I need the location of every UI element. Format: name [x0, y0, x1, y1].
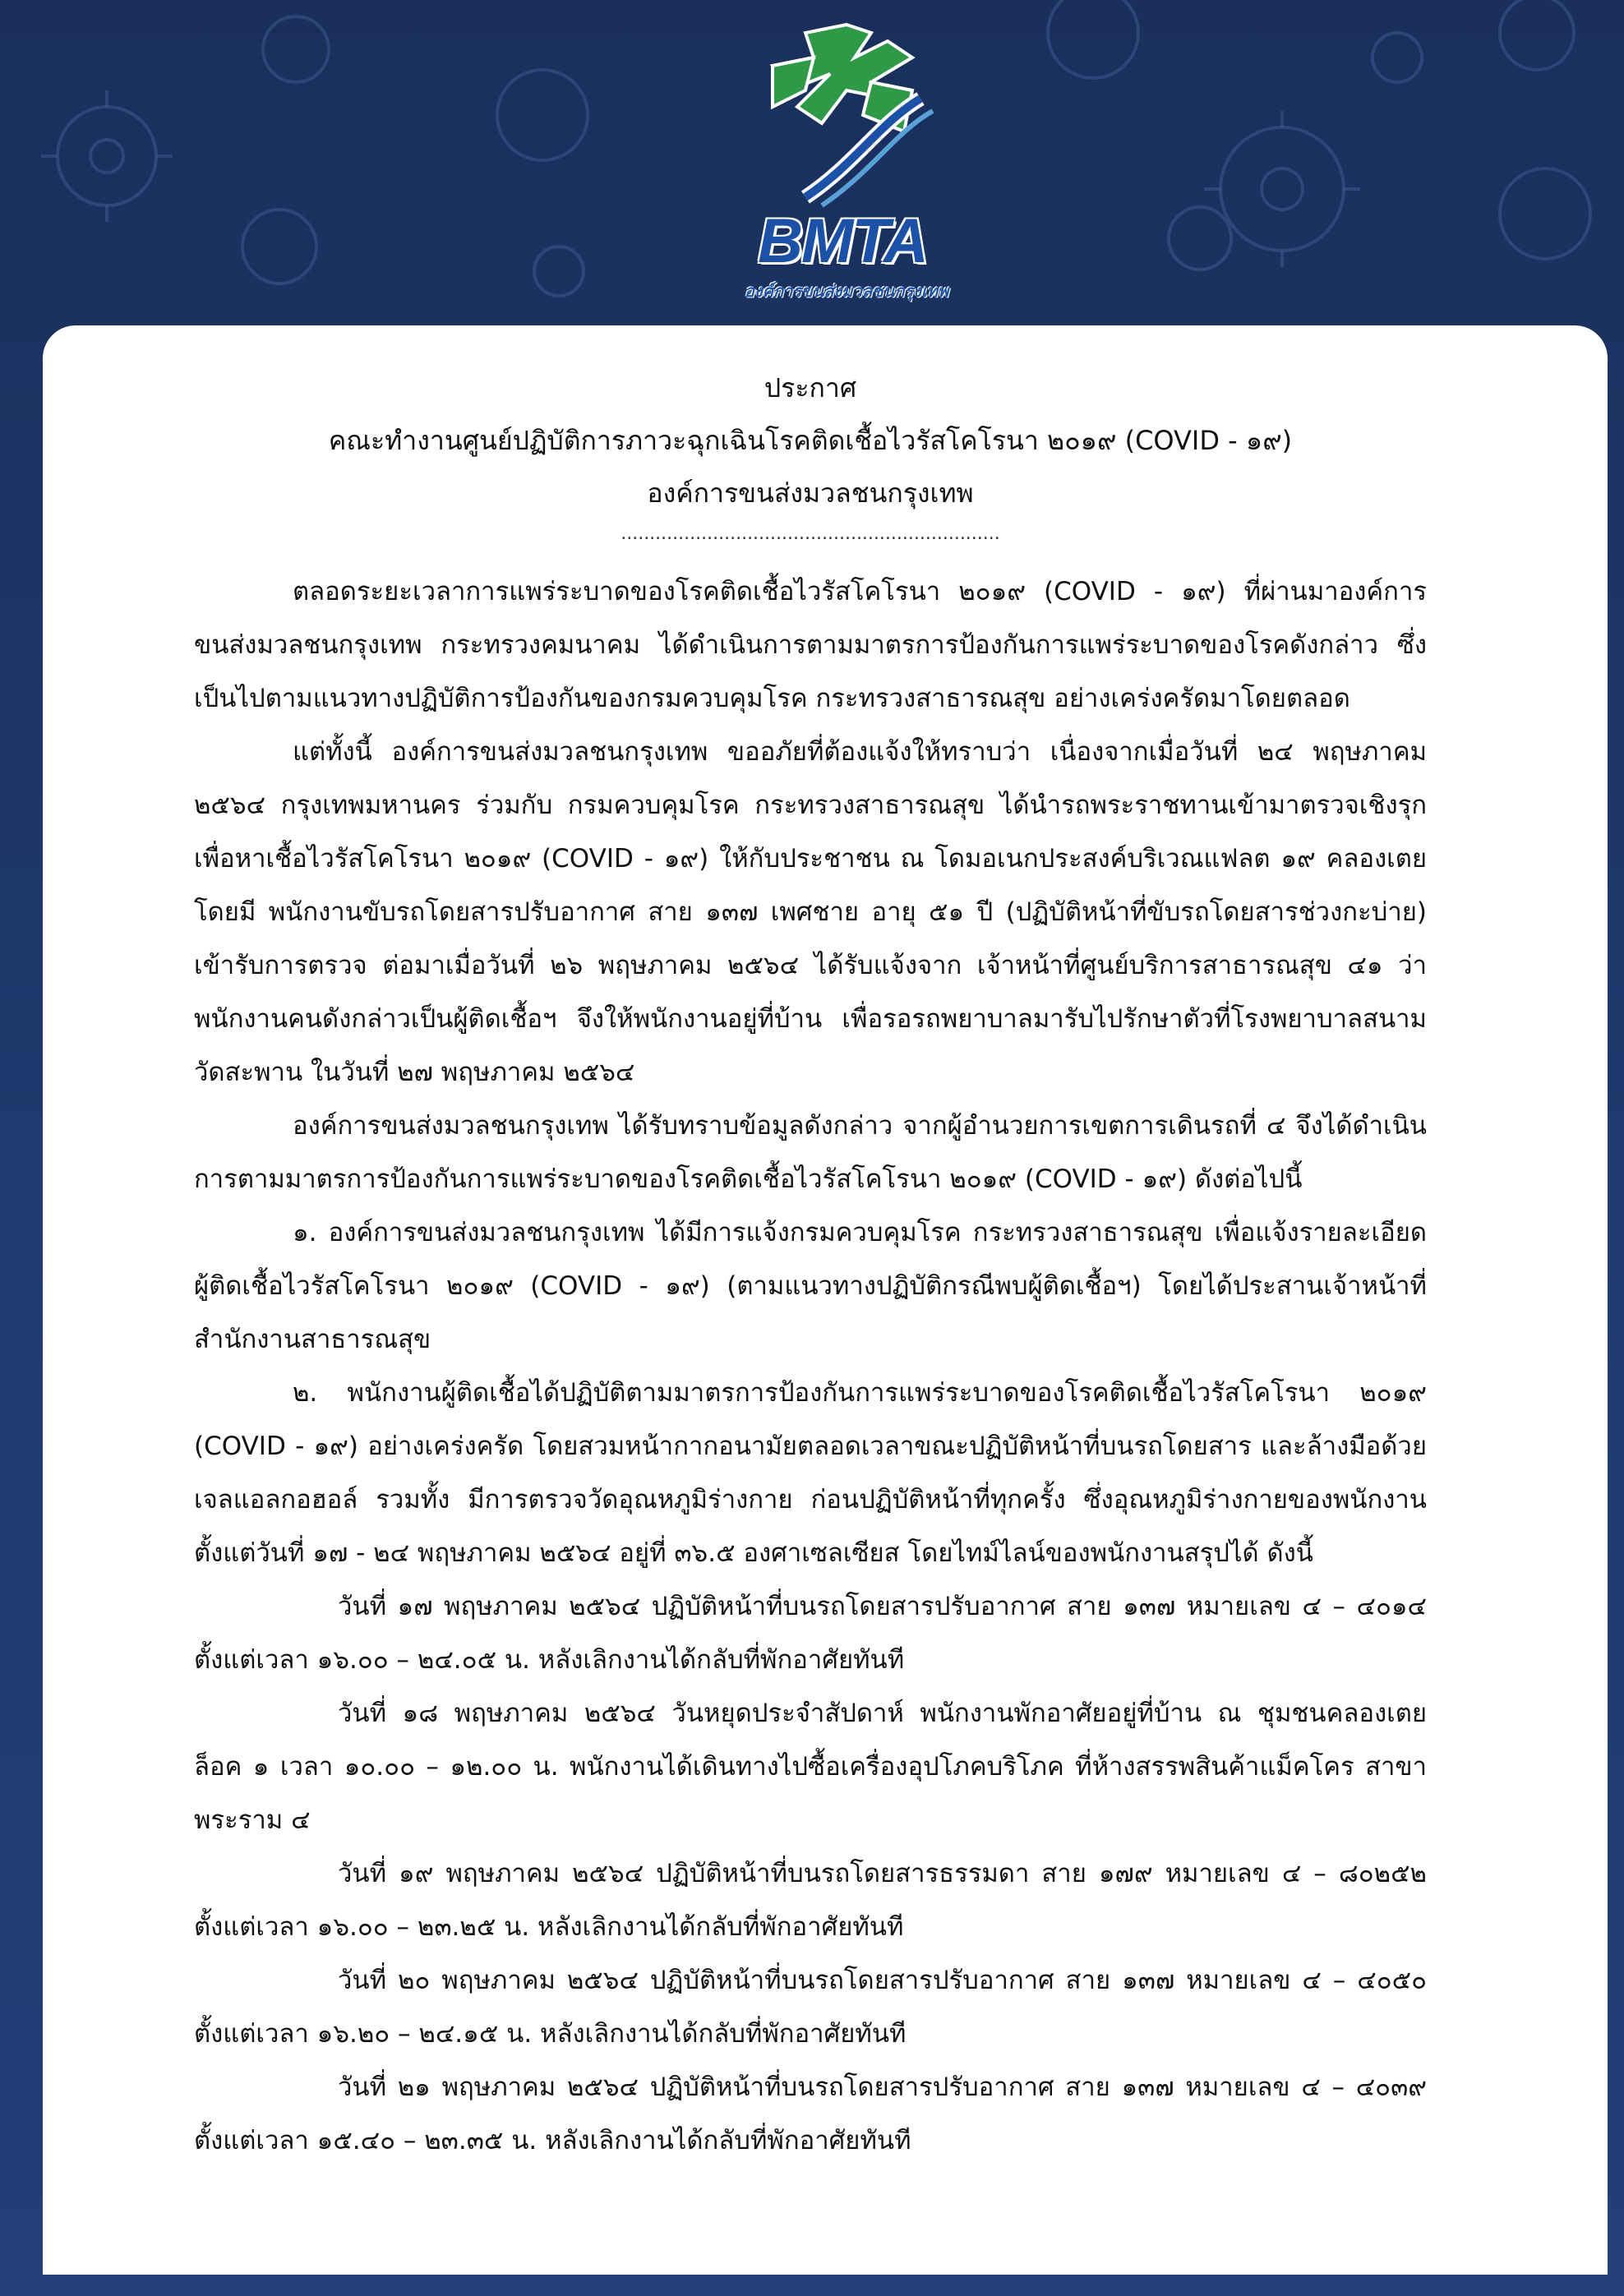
doc-separator: .................................................................. [621, 523, 1000, 544]
doc-title-line: ประกาศ [764, 372, 857, 403]
timeline-entry: วันที่ ๑๘ พฤษภาคม ๒๕๖๔ วันหยุดประจำสัปดาห์ พนักงานพักอาศัยอยู่ที่บ้าน ณ ชุมชนคลองเตย ล็อค ๑ เวลา ๑๐.๐๐ – ๑๒.๐๐ น. พนักงานได้เดินทางไปซื้อเครื่องอุปโภคบริโภค ที่ห้างสรรพสินค้าแม็คโคร สาขาพระราม ๔ [194, 1699, 1427, 1835]
announcement-document [194, 362, 1427, 2168]
bmta-emblem-icon [723, 8, 962, 214]
body-paragraph: ๑. องค์การขนส่งมวลชนกรุงเทพ ได้มีการแจ้งกรมควบคุมโรค กระทรวงสาธารณสุข เพื่อแจ้งรายละเอียดผู้ติดเชื้อไวรัสโคโรนา ๒๐๑๙ (COVID - ๑๙) (ตามแนวทางปฏิบัติกรณีพบผู้ติดเชื้อฯ) โดยได้ประสานเจ้าหน้าที่สำนักงานสาธารณสุข [194, 1218, 1427, 1354]
body-paragraph: ๒. พนักงานผู้ติดเชื้อได้ปฏิบัติตามมาตรการป้องกันการแพร่ระบาดของโรคติดเชื้อไวรัสโคโรนา ๒๐๑๙ (COVID - ๑๙) อย่างเคร่งครัด โดยสวมหน้ากากอนามัยตลอดเวลาขณะปฏิบัติหน้าที่บนรถโดยสาร และล้างมือด้วยเจลแอลกอฮอล์ รวมทั้ง มีการตรวจวัดอุณหภูมิร่างกาย ก่อนปฏิบัติหน้าที่ทุกครั้ง ซึ่งอุณหภูมิร่างกายของพนักงาน ตั้งแต่วันที่ ๑๗ - ๒๔ พฤษภาคม ๒๕๖๔ อยู่ที่ ๓๖.๕ องศาเซลเซียส โดยไทม์ไลน์ของพนักงานสรุปได้ ดังนี้ [194, 1378, 1427, 1568]
header-banner [0, 0, 1624, 329]
timeline-entry: วันที่ ๒๑ พฤษภาคม ๒๕๖๔ ปฏิบัติหน้าที่บนรถโดยสารปรับอากาศ สาย ๑๓๗ หมายเลข ๔ – ๔๐๓๙ ตั้งแต่เวลา ๑๕.๔๐ – ๒๓.๓๕ น. หลังเลิกงานได้กลับที่พักอาศัยทันที [194, 2072, 1427, 2155]
doc-title-line: องค์การขนส่งมวลชนกรุงเทพ [647, 477, 974, 509]
timeline-entry: วันที่ ๑๙ พฤษภาคม ๒๕๖๔ ปฏิบัติหน้าที่บนรถโดยสารธรรมดา สาย ๑๗๙ หมายเลข ๔ – ๘๐๒๕๒ ตั้งแต่เวลา ๑๖.๐๐ – ๒๓.๒๕ น. หลังเลิกงานได้กลับที่พักอาศัยทันที [194, 1859, 1427, 1942]
brand-name: BMTA [758, 206, 927, 276]
bmta-logo [723, 8, 962, 304]
doc-title-line: คณะทำงานศูนย์ปฏิบัติการภาวะฉุกเฉินโรคติดเชื้อไวรัสโคโรนา ๒๐๑๙ (COVID - ๑๙) [328, 425, 1293, 456]
body-paragraph: ตลอดระยะเวลาการแพร่ระบาดของโรคติดเชื้อไวรัสโคโรนา ๒๐๑๙ (COVID - ๑๙) ที่ผ่านมาองค์การขนส่งมวลชนกรุงเทพ กระทรวงคมนาคม ได้ดำเนินการตามมาตรการป้องกันการแพร่ระบาดของโรคดังกล่าว ซึ่งเป็นไปตามแนวทางปฏิบัติการป้องกันของกรมควบคุมโรค กระทรวงสาธารณสุข อย่างเคร่งครัดมาโดยตลอด [194, 577, 1427, 713]
brand-subtitle: องค์การขนส่งมวลชนกรุงเทพ [744, 281, 949, 301]
timeline-entry: วันที่ ๒๐ พฤษภาคม ๒๕๖๔ ปฏิบัติหน้าที่บนรถโดยสารปรับอากาศ สาย ๑๓๗ หมายเลข ๔ – ๔๐๕๐ ตั้งแต่เวลา ๑๖.๒๐ – ๒๔.๑๕ น. หลังเลิกงานได้กลับที่พักอาศัยทันที [194, 1966, 1427, 2049]
timeline-entry: วันที่ ๑๗ พฤษภาคม ๒๕๖๔ ปฏิบัติหน้าที่บนรถโดยสารปรับอากาศ สาย ๑๓๗ หมายเลข ๔ – ๔๐๑๔ ตั้งแต่เวลา ๑๖.๐๐ – ๒๔.๐๕ น. หลังเลิกงานได้กลับที่พักอาศัยทันที [194, 1592, 1427, 1675]
body-paragraph: องค์การขนส่งมวลชนกรุงเทพ ได้รับทราบข้อมูลดังกล่าว จากผู้อำนวยการเขตการเดินรถที่ ๔ จึงได้ดำเนินการตามมาตรการป้องกันการแพร่ระบาดของโรคติดเชื้อไวรัสโคโรนา ๒๐๑๙ (COVID - ๑๙) ดังต่อไปนี้ [194, 1111, 1427, 1194]
body-paragraph: แต่ทั้งนี้ องค์การขนส่งมวลชนกรุงเทพ ขออภัยที่ต้องแจ้งให้ทราบว่า เนื่องจากเมื่อวันที่ ๒๔ พฤษภาคม ๒๕๖๔ กรุงเทพมหานคร ร่วมกับ กรมควบคุมโรค กระทรวงสาธารณสุข ได้นำรถพระราชทานเข้ามาตรวจเชิงรุกเพื่อหาเชื้อไวรัสโคโรนา ๒๐๑๙ (COVID - ๑๙) ให้กับประชาชน ณ โดมอเนกประสงค์บริเวณแฟลต ๑๙ คลองเตย โดยมี พนักงานขับรถโดยสารปรับอากาศ สาย ๑๓๗ เพศชาย อายุ ๕๑ ปี (ปฏิบัติหน้าที่ขับรถโดยสารช่วงกะบ่าย) เข้ารับการตรวจ ต่อมาเมื่อวันที่ ๒๖ พฤษภาคม ๒๕๖๔ ได้รับแจ้งจาก เจ้าหน้าที่ศูนย์บริการสาธารณสุข ๔๑ ว่า พนักงานคนดังกล่าวเป็นผู้ติดเชื้อฯ จึงให้พนักงานอยู่ที่บ้าน เพื่อรอรถพยาบาลมารับไปรักษาตัวที่โรงพยาบาลสนาม วัดสะพาน ในวันที่ ๒๗ พฤษภาคม ๒๕๖๔ [194, 737, 1427, 1087]
